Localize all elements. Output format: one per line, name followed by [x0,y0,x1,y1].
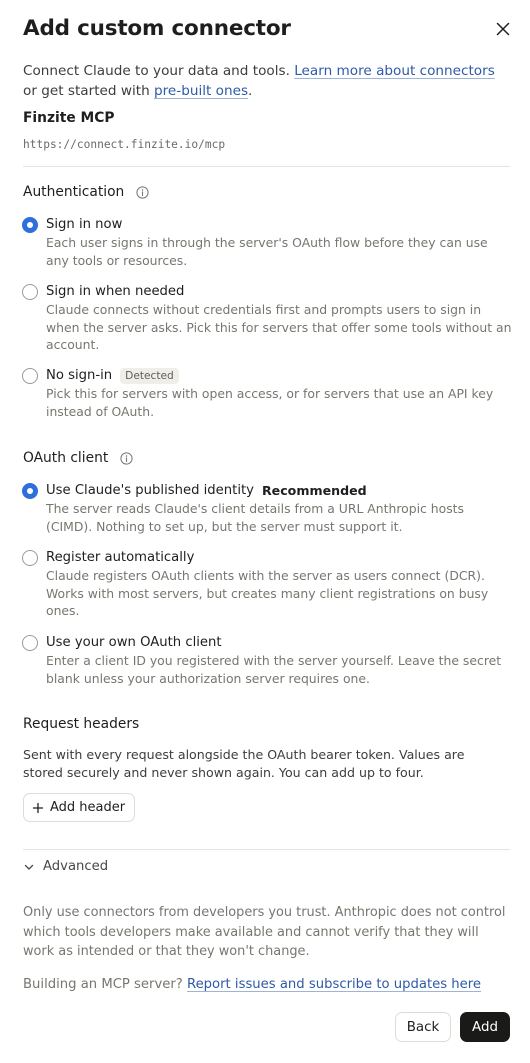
server-name: Finzite MCP [23,110,115,126]
radio-published-identity[interactable] [22,483,38,499]
radio-sign-in-when-needed[interactable] [22,284,38,300]
intro-prefix: Connect Claude to your data and tools. [23,63,295,79]
back-button[interactable]: Back [395,1012,451,1042]
auth-option-sign-in-now[interactable] [22,216,512,268]
building-prefix: Building an MCP server? [23,977,187,992]
info-icon[interactable] [120,452,133,465]
radio-register-automatically[interactable] [22,550,38,566]
intro-suffix: . [248,83,253,99]
divider [23,166,510,167]
oauth-option-published-identity[interactable] [22,482,512,534]
auth-option-desc: Claude connects without credentials first and prompts users to sign in when the server asks. Pick this for servers that offer some tools without an account. [46,302,512,353]
close-icon[interactable] [494,20,512,38]
auth-option-label-text: Sign in when needed [46,284,185,299]
server-url: https://connect.finzite.io/mcp [23,138,226,151]
intro-middle: or get started with [23,83,155,99]
add-header-label: Add header [50,800,126,815]
intro-text [23,61,513,101]
radio-sign-in-now[interactable] [22,217,38,233]
request-headers-title-label: Request headers [23,716,140,732]
authentication-title-label: Authentication [23,184,125,200]
info-icon[interactable] [136,186,149,199]
divider [23,849,510,850]
oauth-client-title-label: OAuth client [23,450,109,466]
auth-option-label [46,367,179,385]
oauth-option-label-text: Use your own OAuth client [46,635,222,650]
radio-own-client[interactable] [22,635,38,651]
advanced-label: Advanced [43,859,109,874]
advanced-toggle[interactable] [23,859,108,874]
oauth-option-label [46,482,367,500]
oauth-option-desc: The server reads Claude's client details from a URL Anthropic hosts (CIMD). Nothing to set up, but the server must support it. [46,501,464,534]
report-issues-link[interactable]: Report issues and subscribe to updates here [187,977,482,992]
request-headers-title [23,716,139,732]
plus-icon [32,802,44,814]
oauth-option-label-text: Use Claude's published identity [46,483,254,498]
auth-option-no-sign-in[interactable] [22,367,512,419]
oauth-option-own-client[interactable] [22,634,512,686]
dialog-title: Add custom connector [23,16,291,41]
authentication-title [23,184,149,200]
oauth-client-title [23,450,133,466]
request-headers-desc: Sent with every request alongside the OAuth bearer token. Values are stored securely and never shown again. You can add up to four. [23,747,465,780]
learn-more-link[interactable]: Learn more about connectors [294,63,495,79]
add-header-button[interactable] [23,793,135,822]
trust-note: Only use connectors from developers you trust. Anthropic does not control which tools developers make available and cannot verify that they will work as intended or that they won't change. [23,905,506,960]
building-mcp-note [23,975,481,994]
auth-option-desc: Each user signs in through the server's OAuth flow before they can use any tools or resources. [46,235,488,268]
recommended-tag: Recommended [261,483,367,498]
auth-option-label [46,283,184,301]
radio-no-sign-in[interactable] [22,368,38,384]
detected-badge: Detected [120,368,179,384]
auth-option-label-text: No sign-in [46,368,113,383]
auth-option-sign-in-when-needed[interactable] [22,283,512,353]
oauth-option-label-text: Register automatically [46,550,195,565]
oauth-option-label [46,634,222,652]
oauth-option-label [46,549,194,567]
oauth-option-register-automatically[interactable] [22,549,512,619]
chevron-down-icon [23,861,35,873]
auth-option-label-text: Sign in now [46,217,123,232]
auth-option-desc: Pick this for servers with open access, or for servers that use an API key instead of OAuth. [46,386,494,419]
oauth-option-desc: Claude registers OAuth clients with the server as users connect (DCR). Works with most servers, but creates many client registrations on busy ones. [46,568,489,619]
auth-option-label [46,216,122,234]
oauth-option-desc: Enter a client ID you registered with the server yourself. Leave the secret blank unless your authorization server requires one. [46,653,502,686]
prebuilt-connectors-link[interactable]: pre-built ones [154,83,249,99]
add-button[interactable]: Add [460,1012,510,1042]
